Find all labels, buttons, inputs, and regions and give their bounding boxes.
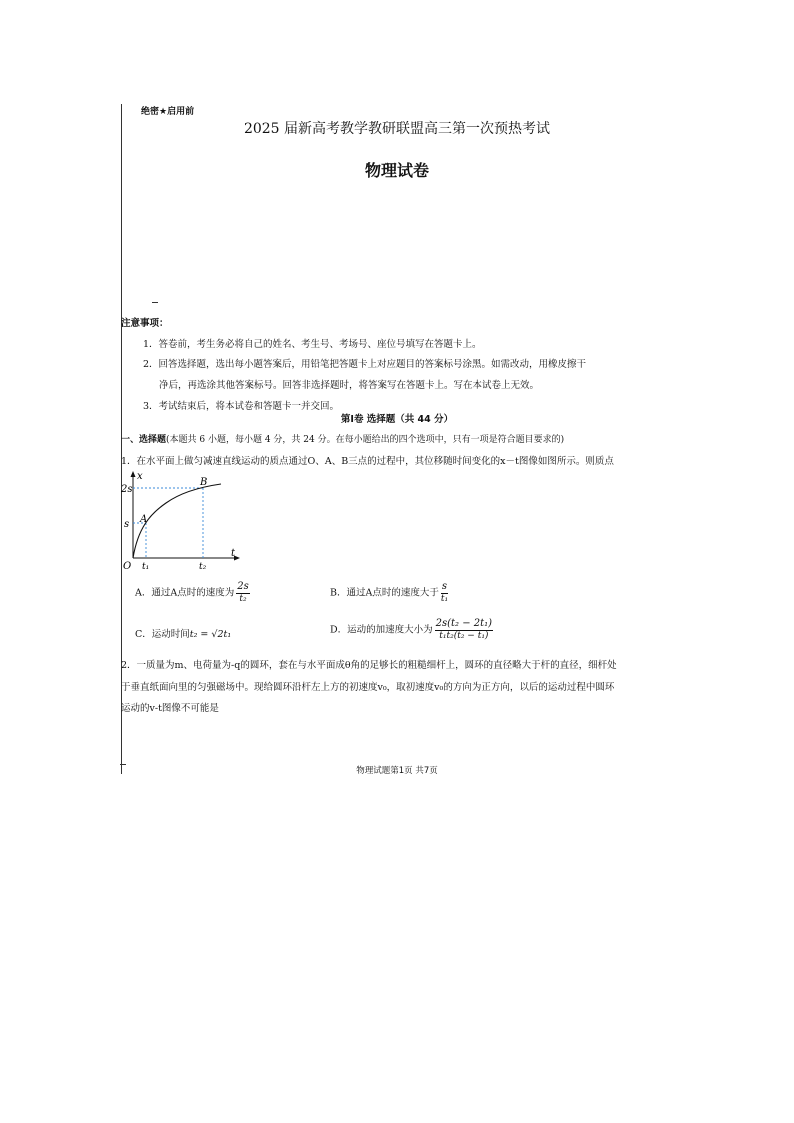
label-t1: t₁	[142, 562, 150, 572]
q1-option-a-num: 2s	[237, 581, 249, 592]
q2-line-3: 运动的v-t图像不可能是	[121, 703, 219, 714]
stray-mark	[152, 302, 158, 303]
notice-heading: 注意事项：	[121, 318, 169, 329]
part-title: 第Ⅰ卷 选择题（共 44 分）	[340, 414, 454, 425]
q1-option-d-text: D．运动的加速度大小为	[330, 624, 433, 636]
q1-stem: 1．在水平面上做匀减速直线运动的质点通过O、A、B三点的过程中，其位移随时间变化的x－t图像如图所示。则质点	[121, 456, 614, 467]
q1-option-b-text: B．通过A点时的速度大于	[330, 587, 439, 599]
notice-item-3: 3．考试结束后，将本试卷和答题卡一并交回。	[143, 401, 340, 412]
label-a: A	[140, 514, 148, 525]
q1-option-a-text: A．通过A点时的速度为	[135, 587, 235, 599]
label-origin: O	[123, 561, 132, 572]
q2-line-2: 于垂直纸面向里的匀强磁场中。现给圆环沿杆左上方的初速度v₀，取初速度v₀的方向为正方向，以后的运动过程中圆环	[121, 682, 615, 693]
notice-item-1: 1．答卷前，考生务必将自己的姓名、考生号、考场号、座位号填写在答题卡上。	[143, 339, 482, 350]
q1-option-a-fraction	[236, 582, 250, 604]
q1-option-c[interactable]	[135, 626, 231, 640]
q1-option-b-den: t₁	[440, 594, 449, 604]
x-axis-arrow	[131, 471, 136, 477]
q1-option-c-text: C．运动时间	[135, 629, 190, 640]
q1-option-a[interactable]	[135, 582, 250, 604]
section-title-text: 一、选择题	[121, 435, 167, 445]
q1-option-d-fraction	[435, 619, 493, 641]
q1-option-b-fraction	[441, 582, 448, 604]
label-x: x	[137, 471, 143, 482]
page-footer: 物理试题第1页 共7页	[356, 766, 438, 776]
notice-item-2-cont: 净后，再选涂其他答案标号。回答非选择题时，将答案写在答题卡上。写在本试卷上无效。	[159, 380, 540, 391]
notice-item-2: 2．回答选择题，选出每小题答案后，用铅笔把答题卡上对应题目的答案标号涂黑。如需改动，用橡皮擦干	[143, 359, 587, 370]
q1-option-d-den: t₁t₂(t₂ − t₁)	[439, 631, 489, 641]
q1-option-d[interactable]	[330, 619, 493, 641]
q1-xt-graph	[116, 468, 246, 576]
label-2s: 2s	[121, 484, 133, 495]
label-t2: t₂	[199, 562, 207, 572]
q1-option-b-num: s	[441, 581, 448, 592]
section-title	[121, 432, 564, 445]
subject-title: 物理试卷	[364, 161, 429, 180]
label-s: s	[124, 519, 130, 530]
q1-option-a-den: t₂	[239, 594, 247, 604]
exam-title: 2025 届新高考教学教研联盟高三第一次预热考试	[243, 121, 551, 137]
q1-option-d-num: 2s(t₂ − 2t₁)	[435, 618, 493, 629]
q1-option-c-math: t₂ = √2t₁	[189, 629, 232, 640]
label-b: B	[200, 477, 208, 488]
section-desc: (本题共 6 小题，每小题 4 分，共 24 分。在每小题给出的四个选项中，只有一项是符合题目要求的)	[166, 435, 565, 445]
secret-mark: 绝密★启用前	[141, 107, 195, 117]
q2-line-1: 2．一质量为m、电荷量为-q的圆环，套在与水平面成θ角的足够长的粗糙细杆上，圆环的直径略大于杆的直径，细杆处	[121, 660, 617, 671]
label-t: t	[231, 548, 236, 559]
q1-option-b[interactable]	[330, 582, 448, 604]
